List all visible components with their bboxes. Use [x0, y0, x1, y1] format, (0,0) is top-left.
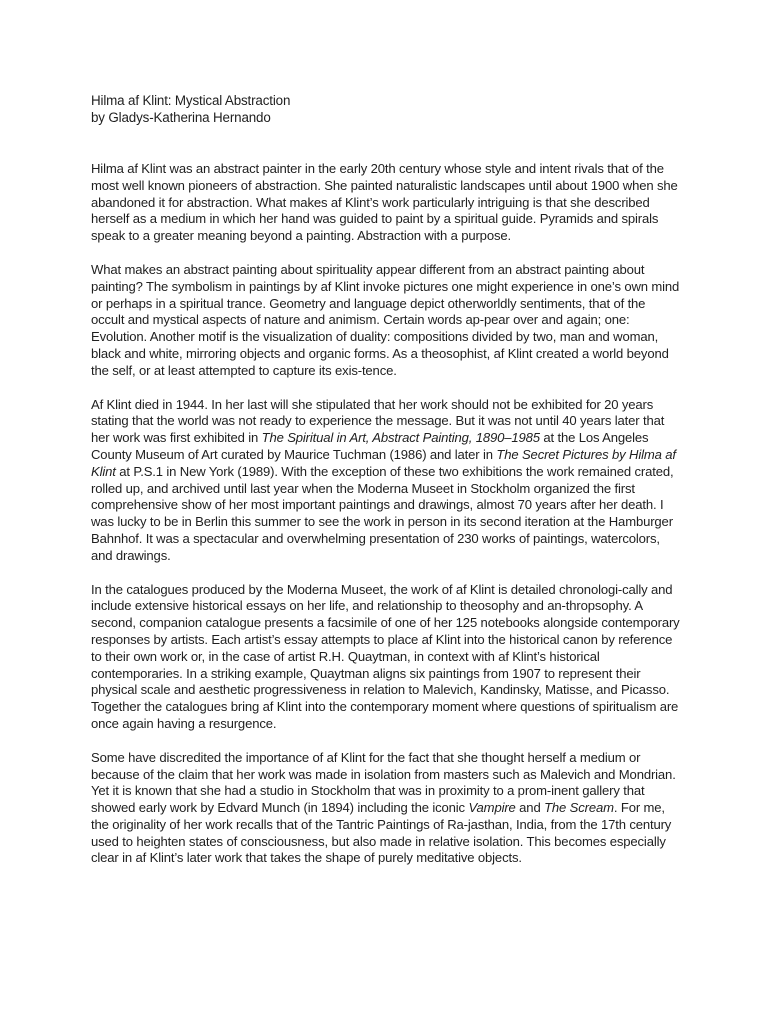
- italic-title: The Spiritual in Art, Abstract Painting, 1890–1985: [261, 430, 540, 446]
- text-run: at the Los Angeles County Museum of Art curated by Maurice Tuchman (1986) and later in: [91, 430, 649, 462]
- text-run: Some have discredited the importance of af Klint for the fact that she thought herself a medium or because of the claim that her work was made in isolation from masters such as Malevich and Mondrian. Yet it is known that she had a studio in Stockholm that was in proximity to a prom-inent gallery that showed early work by Edvard Munch (in 1894) including the iconic: [91, 749, 676, 816]
- document-page: [91, 92, 681, 884]
- body-paragraph: [91, 582, 681, 733]
- text-run: at P.S.1 in New York (1989). With the exception of these two exhibitions the work remained crated, rolled up, and archived until last year when the Moderna Museet in Stockholm organized the first comprehensive show of her most important paintings and drawings, almost 70 years after her death. I was lucky to be in Berlin this summer to see the work in person in its second iteration at the Hamburger Bahnhof. It was a spectacular and overwhelming presentation of 230 works of paintings, watercolors, and drawings.: [91, 463, 674, 563]
- body-paragraph: [91, 750, 681, 868]
- text-run: What makes an abstract painting about spirituality appear different from an abstract painting about painting? The symbolism in paintings by af Klint invoke pictures one might experience in one’s own mind or perhaps in a spiritual trance. Geometry and language depict otherworldly sentiments, that of the occult and mystical aspects of nature and animism. Certain words ap-pear over and again; one: Evolution. Another motif is the visualization of duality: compositions divided by two, man and woman, black and white, mirroring objects and organic forms. As a theosophist, af Klint created a world beyond the self, or at least attempted to capture its exis-tence.: [91, 261, 680, 378]
- text-run: . For me, the originality of her work recalls that of the Tantric Paintings of Ra-jasthan, India, from the 17th century used to heighten states of consciousness, but also made in relative isolation. This becomes especially clear in af Klint’s later work that takes the shape of purely meditative objects.: [91, 800, 672, 866]
- document-title: Hilma af Klint: Mystical Abstraction: [91, 93, 291, 108]
- body-paragraph: [91, 397, 681, 565]
- text-run: In the catalogues produced by the Moderna Museet, the work of af Klint is detailed chronologi-cally and include extensive historical essays on her life, and relationship to theosophy and an-thropsophy. A second, companion catalogue presents a facsimile of one of her 125 notebooks alongside contemporary responses by artists. Each artist’s essay attempts to place af Klint into the historical canon by reference to their own work or, in the case of artist R.H. Quaytman, in context with af Klint’s historical contemporaries. In a striking example, Quaytman aligns six paintings from 1907 to represent their physical scale and aesthetic progressiveness in relation to Malevich, Kandinsky, Matisse, and Picasso. Together the catalogues bring af Klint into the contemporary moment where questions of spiritualism are once again having a resurgence.: [91, 581, 680, 731]
- document-byline: by Gladys-Katherina Hernando: [91, 110, 271, 125]
- document-body: [91, 161, 681, 867]
- body-paragraph: [91, 262, 681, 380]
- italic-title: The Scream: [544, 800, 614, 816]
- italic-title: Vampire: [468, 800, 516, 816]
- italic-title: The Secret Pictures by Hilma af Klint: [91, 446, 676, 479]
- text-run: Hilma af Klint was an abstract painter in the early 20th century whose style and intent rivals that of the most well known pioneers of abstraction. She painted naturalistic landscapes until about 1900 when she abandoned it for abstraction. What makes af Klint’s work particularly intriguing is that she described herself as a medium in which her hand was guided to paint by a spiritual guide. Pyramids and spirals speak to a greater meaning beyond a painting. Abstraction with a purpose.: [91, 161, 678, 244]
- text-run: and: [515, 800, 545, 816]
- body-paragraph: [91, 161, 681, 245]
- text-run: Af Klint died in 1944. In her last will she stipulated that her work should not be exhibited for 20 years stating that the world was not ready to experience the message. But it was not until 40 years later that her work was first exhibited in: [91, 396, 665, 446]
